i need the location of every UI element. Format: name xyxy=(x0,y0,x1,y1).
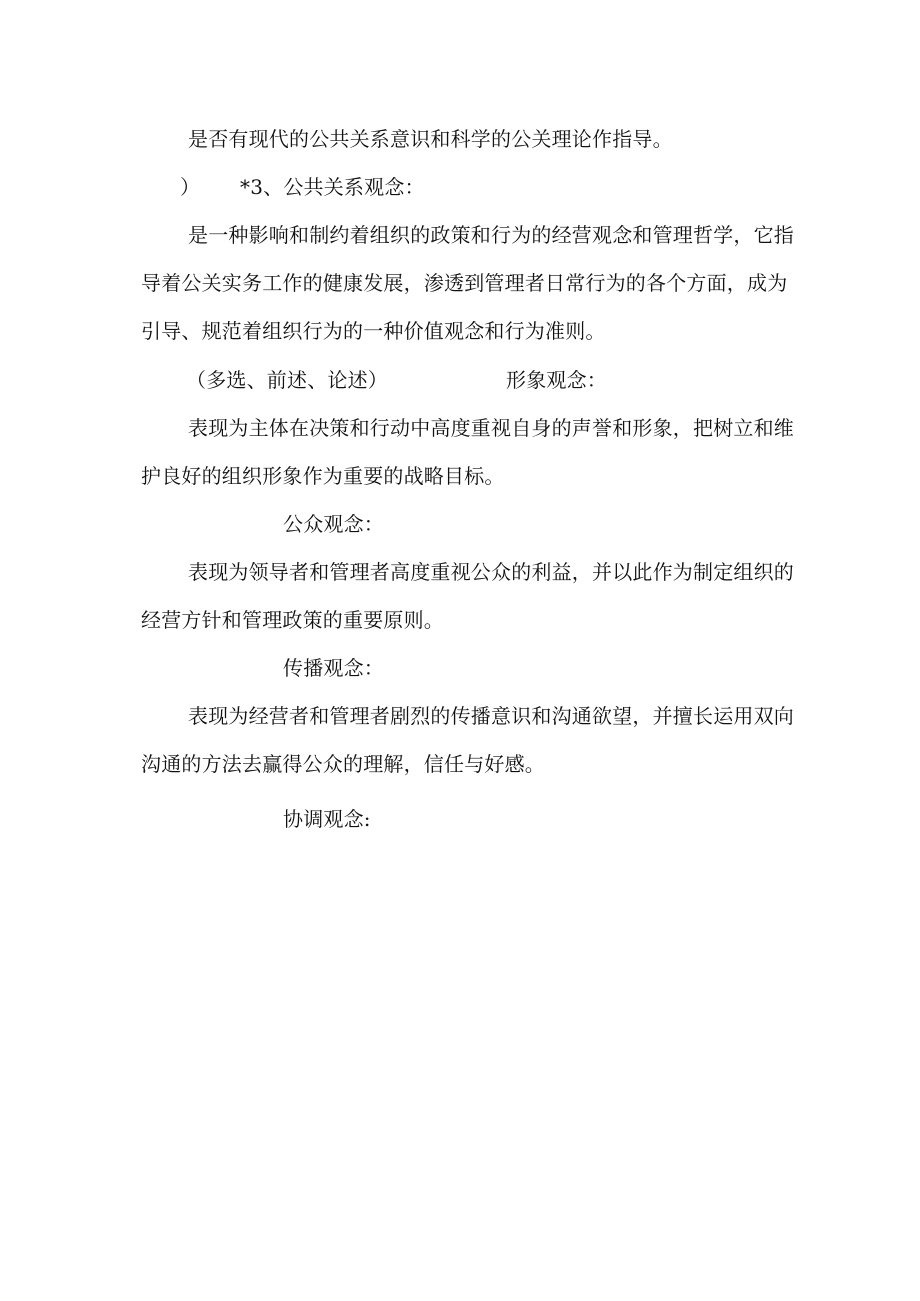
paragraph-line: 沟通的方法去赢得公众的理解，信任与好感。 xyxy=(141,752,545,776)
paragraph-line: 表现为领导者和管理者高度重视公众的利益，并以此作为制定组织的 xyxy=(188,560,794,584)
paragraph-line: 表现为经营者和管理者剧烈的传播意识和沟通欲望，并擅长运用双向 xyxy=(188,704,794,728)
section-heading: *3、公共关系观念： xyxy=(240,175,425,199)
paragraph-line: 是否有现代的公共关系意识和科学的公关理论作指导。 xyxy=(188,127,673,151)
subheading-communication-concept: 传播观念： xyxy=(283,656,384,680)
subheading-public-concept: 公众观念： xyxy=(283,512,384,536)
closing-paren: ） xyxy=(180,175,201,199)
paragraph-line: 护良好的组织形象作为重要的战略目标。 xyxy=(141,464,505,488)
paragraph-line: 表现为主体在决策和行动中高度重视自身的声誉和形象，把树立和维 xyxy=(188,416,794,440)
paragraph-line: 引导、规范着组织行为的一种价值观念和行为准则。 xyxy=(141,319,606,343)
paragraph-line: 经营方针和管理政策的重要原则。 xyxy=(141,608,444,632)
subheading-coordination-concept: 协调观念: xyxy=(283,807,371,831)
subheading-image-concept: 形象观念： xyxy=(506,368,607,392)
paragraph-line: 是一种影响和制约着组织的政策和行为的经营观念和管理哲学，它指 xyxy=(188,223,794,247)
question-type-note: （多选、前述、论述） xyxy=(186,368,388,392)
paragraph-line: 导着公关实务工作的健康发展，渗透到管理者日常行为的各个方面，成为 xyxy=(141,271,788,295)
